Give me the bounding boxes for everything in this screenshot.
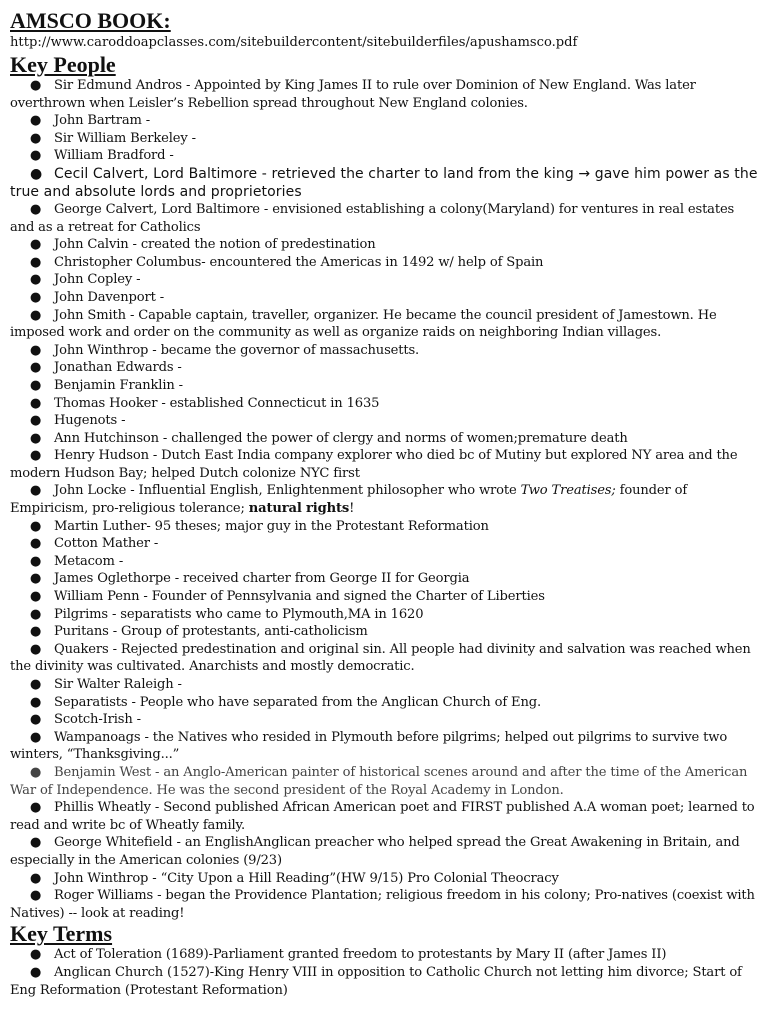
list-item: ● George Whitefield - an EnglishAnglican preacher who helped spread the Great Awakening in Britain, and especially in the American colonies (9/23) xyxy=(10,835,740,868)
bullet-icon: ● xyxy=(30,448,42,464)
list-item: ● Sir Walter Raleigh - xyxy=(30,677,182,692)
list-item: ● Ann Hutchinson - challenged the power of clergy and norms of women;premature death xyxy=(30,430,628,446)
list-item: ● William Bradford - xyxy=(30,148,174,164)
list-item: ● Pilgrims - separatists who came to Plymouth,MA in 1620 xyxy=(30,606,424,622)
list-item: ● William Penn - Founder of Pennsylvania and signed the Charter of Liberties xyxy=(30,589,545,605)
list-item: ● Anglican Church (1527)-King Henry VIII in opposition to Catholic Church not letting him divorce; Start of Eng Reformation (Protestant Reformation) xyxy=(10,964,742,998)
bullet-icon: ● xyxy=(30,113,42,129)
bullet-icon: ● xyxy=(30,553,42,569)
bullet-icon: ● xyxy=(30,307,42,323)
bullet-icon: ● xyxy=(30,430,42,446)
bullet-icon: ● xyxy=(30,712,42,728)
bullet-icon: ● xyxy=(30,947,42,963)
bullet-icon: ● xyxy=(30,800,42,816)
key-people-heading: Key People xyxy=(10,52,116,77)
bullet-icon: ● xyxy=(30,518,42,534)
bullet-icon: ● xyxy=(30,606,42,622)
bullet-icon: ● xyxy=(30,395,42,411)
list-item: ● Act of Toleration (1689)-Parliament granted freedom to protestants by Mary II (after James II) xyxy=(30,947,667,963)
bullet-icon: ● xyxy=(30,641,42,657)
bullet-icon: ● xyxy=(30,694,42,710)
list-item: ● Cecil Calvert, Lord Baltimore - retrieved the charter to land from the king → gave him power as the true and absolute lords and proprietories xyxy=(10,165,758,200)
bullet-icon: ● xyxy=(30,677,42,692)
bullet-icon: ● xyxy=(30,130,42,146)
list-item: ● Wampanoags - the Natives who resided in Plymouth before pilgrims; helped out pilgrims to survive two winters, “Thanksgiving...” xyxy=(10,729,728,763)
bullet-icon: ● xyxy=(30,888,42,904)
bullet-icon: ● xyxy=(30,289,42,305)
list-item: ● John Winthrop - “City Upon a Hill Reading”(HW 9/15) Pro Colonial Theocracy xyxy=(30,870,559,886)
list-item: ● Benjamin West - an Anglo-American painter of historical scenes around and after the time of the American War of Independence. He was the second president of the Royal Academy in London. xyxy=(10,764,748,798)
bullet-icon: ● xyxy=(30,624,42,640)
bullet-icon: ● xyxy=(30,148,42,164)
bullet-icon: ● xyxy=(30,360,42,376)
list-item: ● John Winthrop - became the governor of massachusetts. xyxy=(30,342,420,358)
bullet-icon: ● xyxy=(30,764,42,780)
bullet-icon: ● xyxy=(30,589,42,605)
list-item: ● John Bartram - xyxy=(30,113,151,129)
list-item: ● Roger Williams - began the Providence Plantation; religious freedom in his colony; Pro-natives (coexist with Natives) -- look at reading! xyxy=(10,888,755,921)
bullet-icon: ● xyxy=(30,78,42,93)
bullet-icon: ● xyxy=(30,165,43,182)
list-item: ● Phillis Wheatly - Second published African American poet and FIRST published A.A woman poet; learned to read and write bc of Wheatly family. xyxy=(10,800,755,833)
list-item: ● Quakers - Rejected predestination and original sin. All people had divinity and salvation was reached when the divinity was cultivated. Anarchists and mostly democratic. xyxy=(10,641,751,675)
list-item: ● John Copley - xyxy=(30,272,141,288)
list-item: ● Martin Luther- 95 theses; major guy in the Protestant Reformation xyxy=(30,518,489,534)
bullet-icon: ● xyxy=(30,964,42,980)
list-item: ● Puritans - Group of protestants, anti-catholicism xyxy=(30,624,368,640)
key-terms-heading: Key Terms xyxy=(10,921,113,947)
list-item: ● Metacom - xyxy=(30,553,124,569)
bullet-icon: ● xyxy=(30,201,42,217)
bullet-icon: ● xyxy=(30,729,42,745)
bullet-icon: ● xyxy=(30,377,42,393)
book-title: AMSCO BOOK: xyxy=(10,8,171,33)
bullet-icon: ● xyxy=(30,237,42,253)
bullet-icon: ● xyxy=(30,413,42,429)
list-item: ● Sir William Berkeley - xyxy=(30,130,196,146)
list-item: ● John Calvin - created the notion of predestination xyxy=(30,237,376,253)
list-item: ● Henry Hudson - Dutch East India company explorer who died bc of Mutiny but explored NY area and the modern Hudson Bay; helped Dutch colonize NYC first xyxy=(10,448,738,481)
book-url[interactable]: http://www.caroddoapclasses.com/sitebuildercontent/sitebuilderfiles/apushamsco.pdf xyxy=(10,35,578,50)
list-item: ● Benjamin Franklin - xyxy=(30,377,183,393)
list-item: ● John Smith - Capable captain, traveller, organizer. He became the council president of Jamestown. He imposed work and order on the community as well as organize raids on neighboring Indian villages. xyxy=(10,307,717,341)
bullet-icon: ● xyxy=(30,571,42,587)
bullet-icon: ● xyxy=(30,342,42,358)
list-item: ● James Oglethorpe - received charter from George II for Georgia xyxy=(30,571,470,587)
list-item: ● Jonathan Edwards - xyxy=(30,360,182,376)
list-item: ● Hugenots - xyxy=(30,413,126,429)
key-terms-list xyxy=(10,946,758,999)
list-item: ● George Calvert, Lord Baltimore - envisioned establishing a colony(Maryland) for ventures in real estates and as a retreat for Catholics xyxy=(10,201,735,235)
list-item: ● Separatists - People who have separated from the Anglican Church of Eng. xyxy=(30,694,541,710)
bullet-icon: ● xyxy=(30,483,42,499)
bullet-icon: ● xyxy=(30,272,42,288)
list-item: ● Cotton Mather - xyxy=(30,536,159,552)
bullet-icon: ● xyxy=(30,870,42,886)
bullet-icon: ● xyxy=(30,835,42,851)
bullet-icon: ● xyxy=(30,254,42,270)
list-item: ● Thomas Hooker - established Connecticut in 1635 xyxy=(30,395,380,411)
key-people-list xyxy=(10,77,758,922)
bullet-icon: ● xyxy=(30,536,42,552)
list-item-locke: ● John Locke - Influential English, Enlightenment philosopher who wrote Two Treatises; founder of Empiricism, pro-religious tolerance; natural rights! xyxy=(10,483,688,517)
list-item: ● Christopher Columbus- encountered the Americas in 1492 w/ help of Spain xyxy=(30,254,544,270)
list-item: ● John Davenport - xyxy=(30,289,165,305)
list-item: ● Scotch-Irish - xyxy=(30,712,141,728)
list-item: ● Sir Edmund Andros - Appointed by King James II to rule over Dominion of New England. Was later overthrown when Leisler’s Rebellion spread throughout New England colonies. xyxy=(10,78,696,111)
